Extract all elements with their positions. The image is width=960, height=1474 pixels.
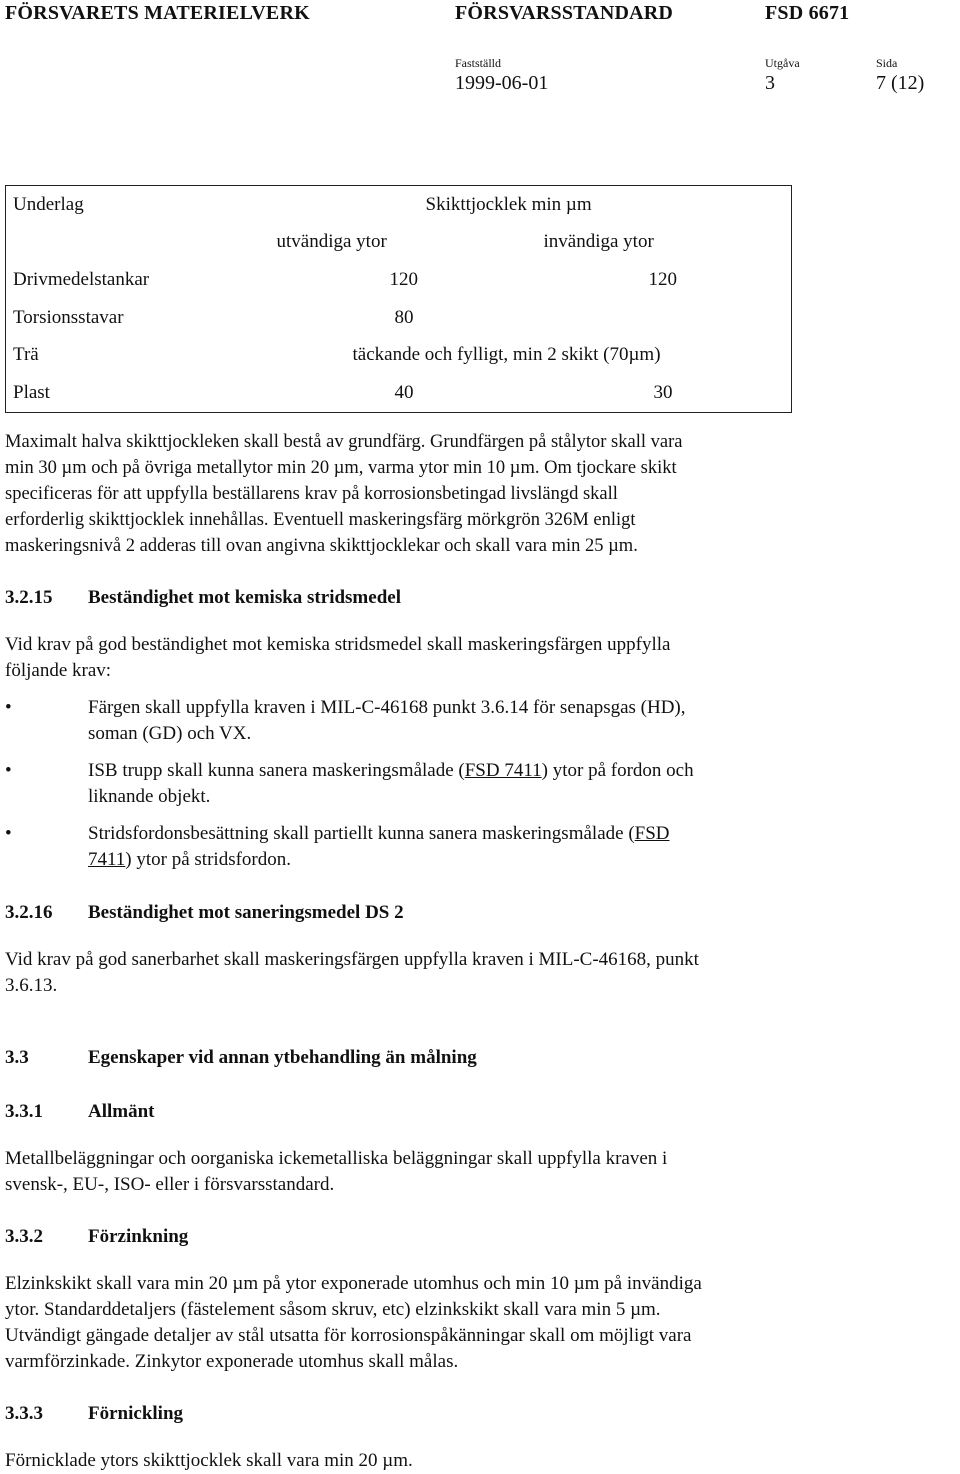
page-label: Sida	[876, 56, 898, 70]
table-subheader-row	[6, 224, 792, 262]
org-name: FÖRSVARETS MATERIELVERK	[5, 2, 310, 24]
standard-link[interactable]: 7411	[88, 849, 126, 870]
table-row	[6, 374, 792, 412]
col-header-inner: invändiga ytor	[543, 231, 654, 253]
empty-cell	[6, 224, 256, 262]
col-header-thickness: Skikttjocklek min µm	[425, 193, 592, 215]
bullet-point: •	[5, 823, 12, 844]
list-item-line	[88, 821, 788, 847]
paragraph-line: Vid krav på god beständighet mot kemiska stridsmedel skall maskeringsfärgen uppfylla	[5, 634, 671, 655]
bullet-point: •	[5, 697, 12, 718]
span-value: täckande och fylligt, min 2 skikt (70µm)	[352, 344, 661, 366]
list-text: ) ytor på stridsfordon.	[125, 849, 291, 870]
paragraph-line: följande krav:	[5, 660, 112, 681]
list-item-line: soman (GD) och VX.	[88, 723, 252, 744]
date-label: Fastställd	[455, 56, 502, 70]
thickness-table	[5, 185, 792, 413]
outer-value: 80	[394, 306, 414, 328]
outer-value: 40	[394, 381, 414, 403]
date-value: 1999-06-01	[455, 72, 549, 94]
row-label: Drivmedelstankar	[13, 268, 150, 290]
paragraph-line: min 30 µm och på övriga metallytor min 20 µm, varma ytor min 10 µm. Om tjockare skikt	[5, 458, 677, 478]
row-label: Trä	[13, 344, 39, 366]
list-text: Stridsfordonsbesättning skall partiellt kunna sanera maskeringsmålade (	[88, 823, 635, 844]
row-label: Torsionsstavar	[13, 306, 124, 328]
list-item-line: Färgen skall uppfylla kraven i MIL-C-46168 punkt 3.6.14 för senapsgas (HD),	[88, 697, 686, 718]
paragraph-line: specificeras för att uppfylla beställarens krav på korrosionsbetingad livslängd skall	[5, 484, 618, 504]
inner-value: 30	[653, 381, 673, 403]
section-title: Förnickling	[88, 1403, 184, 1424]
section-title: Förzinkning	[88, 1226, 189, 1247]
section-title: Allmänt	[88, 1101, 155, 1122]
table-row	[6, 261, 792, 299]
section-number: 3.2.16	[5, 902, 53, 923]
section-number: 3.3.3	[5, 1403, 43, 1424]
page-value: 7 (12)	[876, 72, 925, 94]
paragraph-line: 3.6.13.	[5, 975, 58, 996]
paragraph-line: Elzinkskikt skall vara min 20 µm på ytor exponerade utomhus och min 10 µm på invändiga	[5, 1273, 702, 1294]
paragraph-line: maskeringsnivå 2 adderas till ovan angivna skikttjocklekar och skall vara min 25 µm.	[5, 536, 638, 556]
document-type: FÖRSVARSSTANDARD	[455, 2, 674, 24]
bullet-point: •	[5, 760, 12, 781]
section-title: Beständighet mot kemiska stridsmedel	[88, 587, 401, 608]
inner-value: 120	[648, 268, 677, 290]
inner-value	[551, 299, 792, 337]
row-label: Plast	[13, 381, 50, 403]
outer-value: 120	[389, 268, 418, 290]
list-item-line: liknande objekt.	[88, 786, 211, 807]
list-item-line	[88, 758, 788, 784]
document-number: FSD 6671	[765, 2, 850, 24]
section-number: 3.3	[5, 1047, 29, 1068]
list-item-line	[88, 847, 788, 873]
table-header-row	[6, 186, 792, 224]
list-text: ISB trupp skall kunna sanera maskeringsmålade (	[88, 760, 465, 781]
section-title: Beständighet mot saneringsmedel DS 2	[88, 902, 404, 923]
list-text: ) ytor på fordon och	[541, 760, 694, 781]
paragraph-line: varmförzinkade. Zinkytor exponerade utomhus skall målas.	[5, 1351, 459, 1372]
section-number: 3.2.15	[5, 587, 53, 608]
standard-link[interactable]: FSD 7411	[464, 760, 542, 781]
paragraph-line: Vid krav på god sanerbarhet skall maskeringsfärgen uppfylla kraven i MIL-C-46168, punkt	[5, 949, 699, 970]
paragraph-line: svensk-, EU-, ISO- eller i försvarsstandard.	[5, 1174, 335, 1195]
standard-link[interactable]: FSD	[634, 823, 670, 844]
paragraph-line: Maximalt halva skikttjockleken skall bestå av grundfärg. Grundfärgen på stålytor skall vara	[5, 432, 683, 452]
table-row	[6, 299, 792, 337]
issue-label: Utgåva	[765, 56, 800, 70]
col-header-outer: utvändiga ytor	[276, 231, 387, 253]
paragraph-line: Metallbeläggningar och oorganiska ickemetalliska beläggningar skall uppfylla kraven i	[5, 1148, 668, 1169]
list-item	[88, 695, 788, 747]
section-number: 3.3.2	[5, 1226, 43, 1247]
table-row	[6, 336, 792, 374]
section-number: 3.3.1	[5, 1101, 43, 1122]
section-title: Egenskaper vid annan ytbehandling än målning	[88, 1047, 477, 1068]
list-item	[88, 821, 788, 873]
paragraph-line: ytor. Standarddetaljers (fästelement såsom skruv, etc) elzinkskikt skall vara min 5 µm.	[5, 1299, 661, 1320]
paragraph-line: Utvändigt gängade detaljer av stål utsatta för korrosionspåkänningar skall om möjligt vara	[5, 1325, 692, 1346]
list-item	[88, 758, 788, 810]
paragraph-line: Förnicklade ytors skikttjocklek skall vara min 20 µm.	[5, 1450, 413, 1471]
paragraph-line: erforderlig skikttjocklek innehållas. Eventuell maskeringsfärg mörkgrön 326M enligt	[5, 510, 636, 530]
col-header-substrate: Underlag	[13, 193, 84, 215]
issue-value: 3	[765, 72, 775, 94]
